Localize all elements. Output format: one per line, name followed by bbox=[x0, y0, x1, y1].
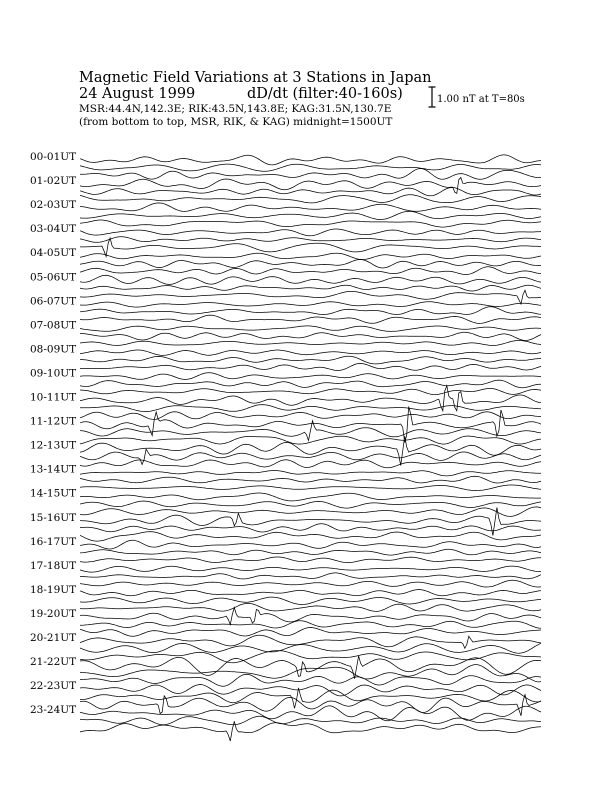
trace-rik bbox=[80, 332, 541, 340]
trace-rik bbox=[80, 573, 541, 579]
hour-label: 14-15UT bbox=[30, 487, 77, 500]
hour-label: 13-14UT bbox=[30, 463, 77, 476]
trace-kag bbox=[80, 540, 541, 549]
trace-kag bbox=[80, 685, 541, 696]
trace-kag bbox=[80, 229, 541, 236]
hour-label: 12-13UT bbox=[30, 439, 77, 452]
trace-msr bbox=[80, 460, 541, 468]
trace-msr bbox=[80, 412, 541, 420]
station-coordinates: MSR:44.4N,142.3E; RIK:43.5N,143.8E; KAG:31.5N,130.7E bbox=[79, 103, 392, 115]
hour-label: 18-19UT bbox=[30, 583, 77, 596]
hour-label: 06-07UT bbox=[30, 295, 77, 308]
hour-label: 02-03UT bbox=[30, 199, 77, 212]
trace-rik bbox=[80, 380, 541, 388]
station-order-note: (from bottom to top, MSR, RIK, & KAG) midnight=1500UT bbox=[79, 116, 393, 128]
trace-msr bbox=[80, 507, 541, 517]
hour-label: 07-08UT bbox=[30, 319, 77, 332]
hour-label: 10-11UT bbox=[30, 391, 77, 404]
hour-label: 23-24UT bbox=[30, 704, 77, 717]
hour-label: 19-20UT bbox=[30, 607, 77, 620]
hour-label: 17-18UT bbox=[30, 559, 77, 572]
hour-label: 15-16UT bbox=[30, 511, 77, 524]
quantity-label: dD/dt (filter:40-160s) bbox=[247, 86, 403, 102]
trace-msr bbox=[80, 603, 541, 611]
trace-kag bbox=[80, 635, 541, 648]
hour-label: 00-01UT bbox=[30, 151, 77, 163]
trace-msr bbox=[80, 532, 541, 542]
trace-rik bbox=[80, 307, 541, 315]
trace-msr bbox=[80, 721, 541, 741]
hour-label: 09-10UT bbox=[30, 367, 77, 380]
trace-kag bbox=[80, 590, 541, 596]
trace-msr bbox=[80, 485, 541, 491]
hour-label: 11-12UT bbox=[30, 415, 77, 428]
trace-rik bbox=[80, 501, 541, 508]
hour-label: 05-06UT bbox=[30, 271, 77, 284]
trace-msr bbox=[80, 267, 541, 275]
hour-label: 08-09UT bbox=[30, 343, 77, 356]
trace-rik bbox=[80, 356, 541, 364]
trace-kag bbox=[80, 566, 541, 572]
trace-kag bbox=[80, 350, 541, 355]
date-label: 24 August 1999 bbox=[79, 86, 196, 102]
trace-kag bbox=[80, 275, 541, 284]
scale-bar-label: 1.00 nT at T=80s bbox=[437, 94, 525, 105]
trace-msr bbox=[80, 363, 541, 370]
trace-rik bbox=[80, 237, 541, 243]
trace-msr bbox=[80, 195, 541, 203]
trace-rik bbox=[80, 621, 541, 629]
chart-title: Magnetic Field Variations at 3 Stations in Japan bbox=[79, 70, 432, 86]
trace-rik bbox=[80, 164, 541, 171]
trace-rik bbox=[80, 188, 541, 196]
hour-label: 21-22UT bbox=[30, 656, 77, 669]
trace-kag bbox=[80, 253, 541, 259]
trace-msr bbox=[80, 169, 541, 180]
hour-label: 20-21UT bbox=[30, 632, 77, 644]
trace-kag bbox=[80, 471, 541, 476]
trace-msr bbox=[80, 628, 541, 637]
trace-rik bbox=[80, 597, 541, 604]
trace-rik bbox=[80, 643, 541, 653]
trace-rik bbox=[80, 211, 541, 219]
trace-msr bbox=[80, 238, 541, 257]
trace-kag bbox=[80, 386, 541, 411]
trace-rik bbox=[80, 524, 541, 532]
trace-msr bbox=[80, 220, 541, 227]
trace-rik bbox=[80, 285, 541, 291]
trace-msr bbox=[80, 674, 541, 686]
trace-msr bbox=[80, 388, 541, 394]
trace-msr bbox=[80, 436, 541, 444]
trace-rik bbox=[80, 260, 541, 269]
hour-label: 04-05UT bbox=[30, 247, 77, 260]
trace-rik bbox=[80, 549, 541, 555]
trace-kag bbox=[80, 706, 541, 721]
trace-rik bbox=[80, 405, 541, 412]
hour-label: 16-17UT bbox=[30, 535, 77, 548]
trace-msr bbox=[80, 315, 541, 323]
trace-rik bbox=[80, 716, 541, 725]
trace-kag bbox=[80, 155, 541, 165]
hour-label: 22-23UT bbox=[30, 680, 77, 693]
trace-msr bbox=[80, 557, 541, 563]
trace-kag bbox=[80, 407, 541, 443]
trace-rik bbox=[80, 476, 541, 483]
trace-kag bbox=[80, 203, 541, 212]
trace-kag bbox=[80, 326, 541, 332]
trace-msr bbox=[80, 580, 541, 587]
trace-msr bbox=[80, 341, 541, 346]
trace-rik bbox=[80, 665, 541, 682]
hour-label: 03-04UT bbox=[30, 223, 77, 236]
trace-msr bbox=[80, 290, 541, 304]
trace-kag bbox=[80, 373, 541, 380]
trace-kag bbox=[80, 493, 541, 501]
trace-kag bbox=[80, 302, 541, 307]
hour-label: 01-02UT bbox=[30, 175, 77, 188]
